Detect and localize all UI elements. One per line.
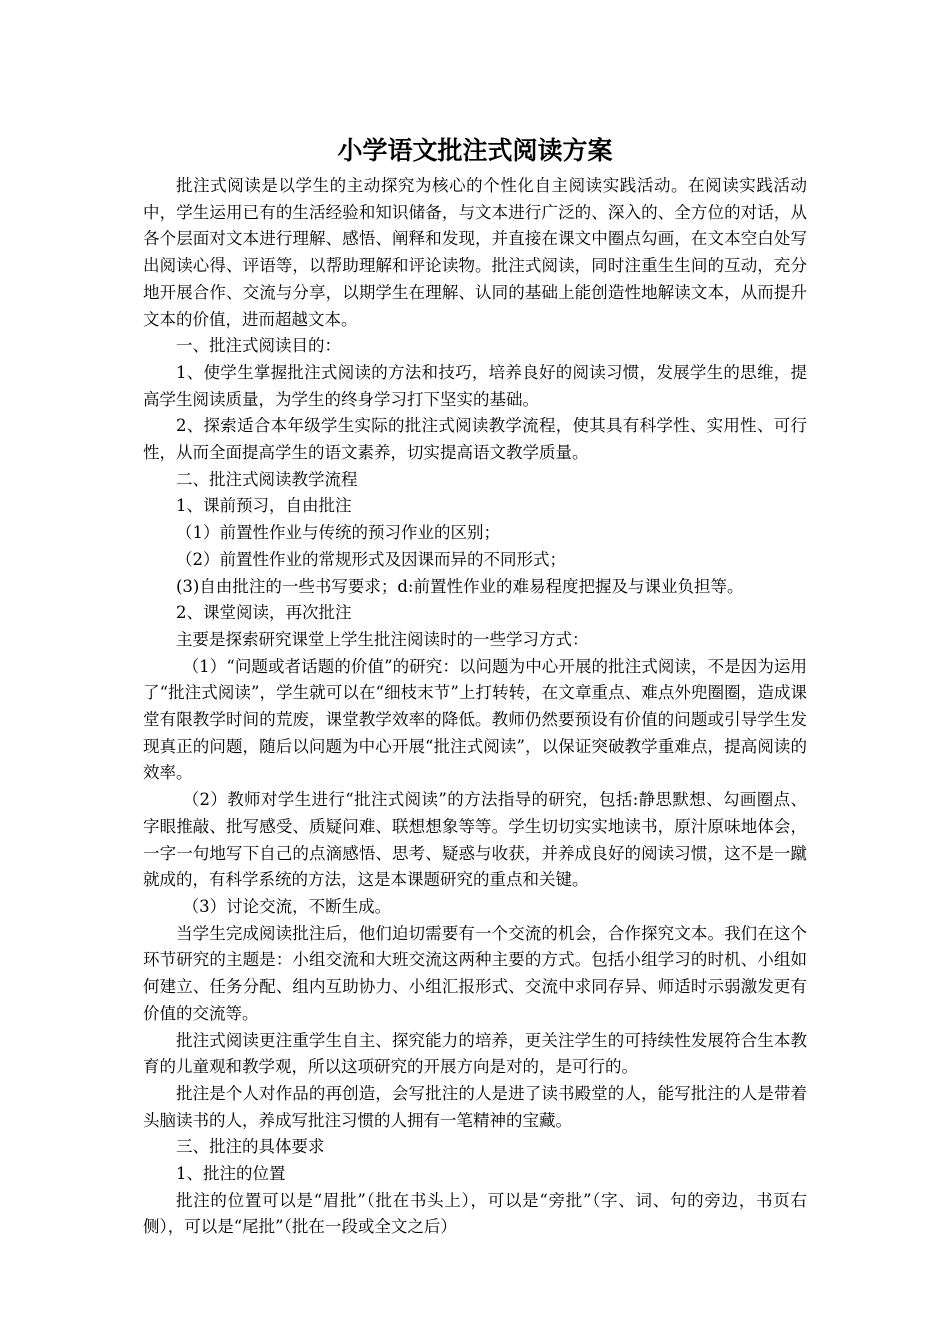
body-paragraph: 当学生完成阅读批注后，他们迫切需要有一个交流的机会，合作探究文本。我们在这个环节研究的主题是：小组交流和大班交流这两种主要的方式。包括小组学习的时机、小组如何建立、任务分配、组内互助协力、小组汇报形式、交流中求同存异、师适时示弱激发更有价值的交流等。 — [143, 923, 807, 1023]
list-item: （2）教师对学生进行“批注式阅读”的方法指导的研究，包括:静思默想、勾画圈点、字眼推敲、批写感受、质疑问难、联想想象等等。学生切切实实地读书，原汁原味地体会，一字一句地写下自己的点滴感悟、思考、疑惑与收获，并养成良好的阅读习惯，这不是一蹴就成的，有科学系统的方法，这是本课题研究的重点和关键。 — [143, 790, 807, 890]
list-item: （1）“问题或者话题的价值”的研究：以问题为中心开展的批注式阅读，不是因为运用了“批注式阅读”，学生就可以在“细枝末节”上打转转，在文章重点、难点外兜圈圈，造成课堂有限教学时间的荒废，课堂教学效率的降低。教师仍然要预设有价值的问题或引导学生发现真正的问题，随后以问题为中心开展“批注式阅读”，以保证突破教学重难点，提高阅读的效率。 — [143, 656, 807, 783]
list-item: （3）讨论交流，不断生成。 — [182, 896, 392, 916]
subsection-heading: 1、批注的位置 — [176, 1164, 286, 1184]
subsection-heading: 1、课前预习，自由批注 — [176, 496, 352, 516]
body-paragraph: 批注式阅读更注重学生自主、探究能力的培养，更关注学生的可持续性发展符合生本教育的儿童观和教学观，所以这项研究的开展方向是对的，是可行的。 — [143, 1030, 807, 1077]
section-heading-2: 二、批注式阅读教学流程 — [176, 469, 358, 489]
intro-paragraph: 批注式阅读是以学生的主动探究为核心的个性化自主阅读实践活动。在阅读实践活动中，学生运用已有的生活经验和知识储备，与文本进行广泛的、深入的、全方位的对话，从各个层面对文本进行理解、感悟、阐释和发现，并直接在课文中圈点勾画，在文本空白处写出阅读心得、评语等，以帮助理解和评论读物。批注式阅读，同时注重生生间的互动，充分地开展合作、交流与分享，以期学生在理解、认同的基础上能创造性地解读文本，从而提升文本的价值，进而超越文本。 — [143, 176, 807, 329]
goal-item-1: 1、使学生掌握批注式阅读的方法和技巧，培养良好的阅读习惯，发展学生的思维，提高学生阅读质量，为学生的终身学习打下坚实的基础。 — [143, 362, 807, 409]
list-item: (3)自由批注的一些书写要求；d:前置性作业的难易程度把握及与课业负担等。 — [176, 576, 744, 596]
goal-item-2: 2、探索适合本年级学生实际的批注式阅读教学流程，使其具有科学性、实用性、可行性，从而全面提高学生的语文素养，切实提高语文教学质量。 — [143, 416, 807, 463]
list-item: （2）前置性作业的常规形式及因课而异的不同形式； — [176, 549, 566, 569]
document-title: 小学语文批注式阅读方案 — [337, 136, 613, 165]
document-body — [143, 173, 807, 1241]
body-paragraph: 批注的位置可以是“眉批”（批在书头上），可以是“旁批”（字、词、句的旁边，书页右侧），可以是“尾批”（批在一段或全文之后） — [143, 1190, 807, 1237]
subsection-heading: 2、课堂阅读，再次批注 — [176, 603, 352, 623]
section-heading-1: 一、批注式阅读目的： — [176, 336, 341, 356]
list-item: （1）前置性作业与传统的预习作业的区别； — [176, 523, 500, 543]
body-paragraph: 主要是探索研究课堂上学生批注阅读时的一些学习方式： — [176, 629, 589, 649]
body-paragraph: 批注是个人对作品的再创造，会写批注的人是进了读书殿堂的人，能写批注的人是带着头脑读书的人，养成写批注习惯的人拥有一笔精神的宝藏。 — [143, 1083, 807, 1130]
section-heading-3: 三、批注的具体要求 — [176, 1137, 325, 1157]
